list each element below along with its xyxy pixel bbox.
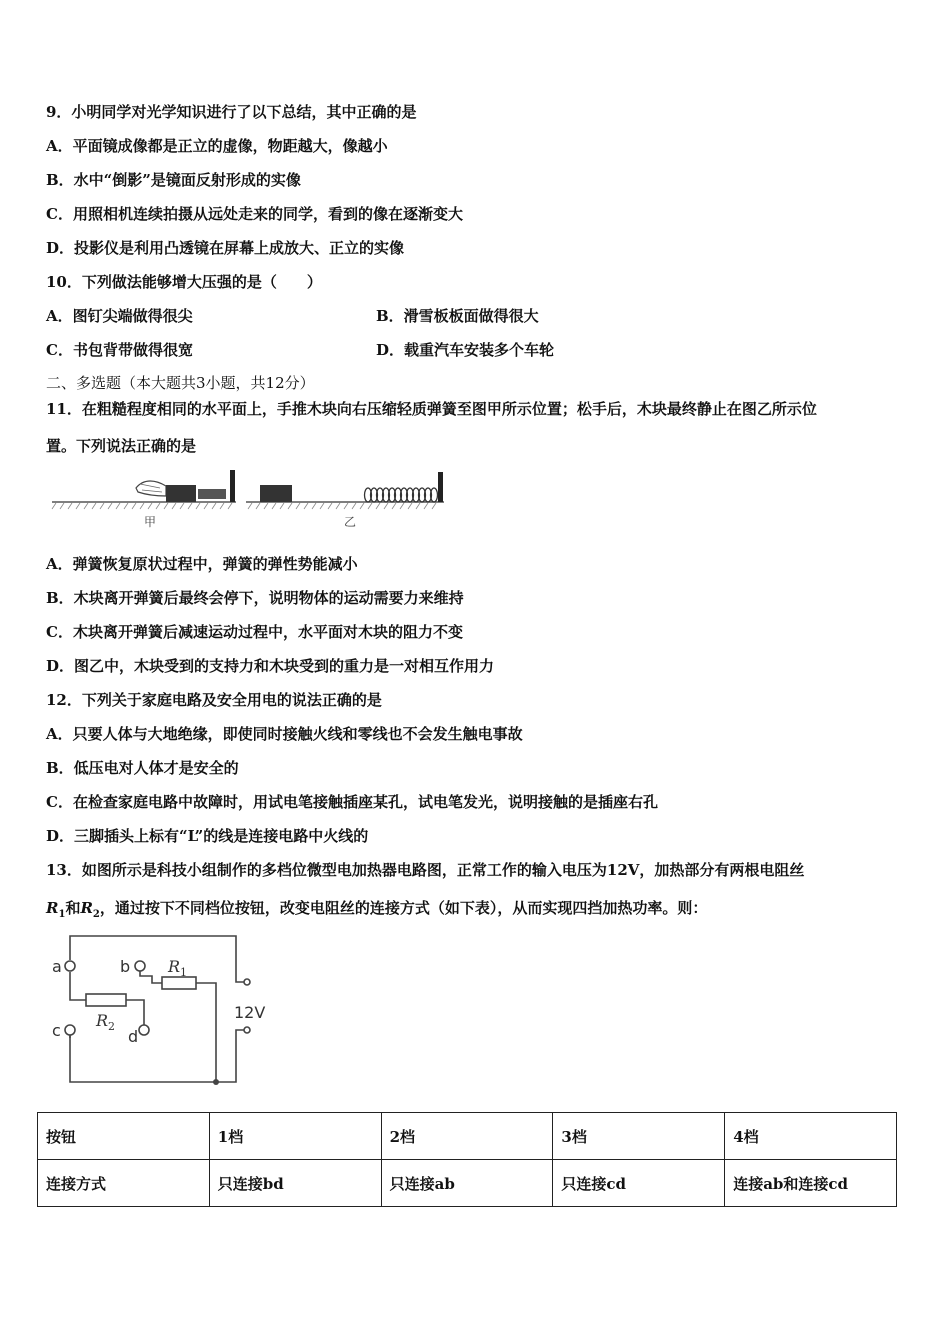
q10-option-c: C．书包背带做得很宽: [46, 341, 193, 359]
q12-stem: 12．下列关于家庭电路及安全用电的说法正确的是: [46, 691, 382, 709]
r1-label-sub: 1: [180, 966, 187, 979]
q11-stem-line2: 置。下列说法正确的是: [46, 437, 197, 455]
table-header-row: [38, 1113, 897, 1160]
r2-symbol: R: [80, 899, 93, 917]
q10-option-d: D．载重汽车安装多个车轮: [376, 341, 555, 359]
q13-stem-rest: ，通过按下不同档位按钮，改变电阻丝的连接方式（如下表），从而实现四挡加热功率。则：: [99, 899, 708, 917]
table-cell: 4档: [725, 1113, 897, 1160]
table-cell: 2档: [381, 1113, 553, 1160]
table-cell: 1档: [209, 1113, 381, 1160]
q12-option-a: A．只要人体与大地绝缘，即使同时接触火线和零线也不会发生触电事故: [46, 725, 523, 743]
q11-option-b: B．木块离开弹簧后最终会停下，说明物体的运动需要力来维持: [46, 589, 464, 607]
q11-option-d: D．图乙中，木块受到的支持力和木块受到的重力是一对相互作用力: [46, 657, 495, 675]
figure-jia: [52, 470, 236, 529]
gear-table: [37, 1112, 897, 1207]
table-cell: 3档: [553, 1113, 725, 1160]
table-cell: 只连接ab: [381, 1160, 553, 1207]
table-cell: 只连接bd: [209, 1160, 381, 1207]
q13-stem-line2: [46, 898, 707, 925]
q11-stem-line1: 11．在粗糙程度相同的水平面上，手推木块向右压缩轻质弹簧至图甲所示位置；松手后，木块最终静止在图乙所示位: [46, 400, 817, 418]
circuit-diagram: [44, 928, 294, 1088]
figure-label-jia: 甲: [144, 515, 157, 529]
q11-option-c: C．木块离开弹簧后减速运动过程中，水平面对木块的阻力不变: [46, 623, 463, 641]
figure-label-yi: 乙: [344, 515, 357, 529]
q9-option-d: D．投影仪是利用凸透镜在屏幕上成放大、正立的实像: [46, 239, 405, 257]
terminal-c: c: [52, 1021, 61, 1040]
table-cell: 连接ab和连接cd: [725, 1160, 897, 1207]
terminal-a: a: [52, 957, 62, 976]
r2-subscript: 2: [92, 909, 100, 920]
q10-option-b: B．滑雪板板面做得很大: [376, 307, 539, 325]
r2-label-sub: 2: [108, 1020, 115, 1033]
terminal-b: b: [120, 957, 131, 976]
r1-subscript: 1: [58, 909, 66, 920]
q12-option-c: C．在检查家庭电路中故障时，用试电笔接触插座某孔，试电笔发光，说明接触的是插座右孔: [46, 793, 658, 811]
r2-label: R: [96, 1011, 109, 1030]
q11-option-a: A．弹簧恢复原状过程中，弹簧的弹性势能减小: [46, 555, 358, 573]
and-word: 和: [65, 899, 81, 917]
spring-block-figure: [48, 466, 448, 532]
table-cell: 按钮: [38, 1113, 210, 1160]
table-row: [38, 1160, 897, 1207]
q9-stem: 9．小明同学对光学知识进行了以下总结，其中正确的是: [46, 103, 417, 121]
r1-symbol: R: [46, 899, 59, 917]
q13-stem-line1: 13．如图所示是科技小组制作的多档位微型电加热器电路图，正常工作的输入电压为12V，加热部分有两根电阻丝: [46, 861, 805, 879]
q10-stem: 10．下列做法能够增大压强的是（ ）: [46, 273, 322, 291]
section-heading: 二、多选题（本大题共3小题，共12分）: [46, 374, 315, 392]
q12-option-b: B．低压电对人体才是安全的: [46, 759, 239, 777]
q9-option-a: A．平面镜成像都是正立的虚像，物距越大，像越小: [46, 137, 388, 155]
junction-dot: [213, 1079, 219, 1085]
r1-label: R: [168, 957, 181, 976]
table-cell: 只连接cd: [553, 1160, 725, 1207]
terminal-d: d: [128, 1027, 139, 1046]
table-cell: 连接方式: [38, 1160, 210, 1207]
voltage-label: 12V: [234, 1003, 266, 1022]
figure-yi: [246, 472, 444, 529]
q9-option-c: C．用照相机连续拍摄从远处走来的同学，看到的像在逐渐变大: [46, 205, 463, 223]
q12-option-d: D．三脚插头上标有“L”的线是连接电路中火线的: [46, 827, 369, 845]
q9-option-b: B．水中“倒影”是镜面反射形成的实像: [46, 171, 301, 189]
q10-option-a: A．图钉尖端做得很尖: [46, 307, 193, 325]
